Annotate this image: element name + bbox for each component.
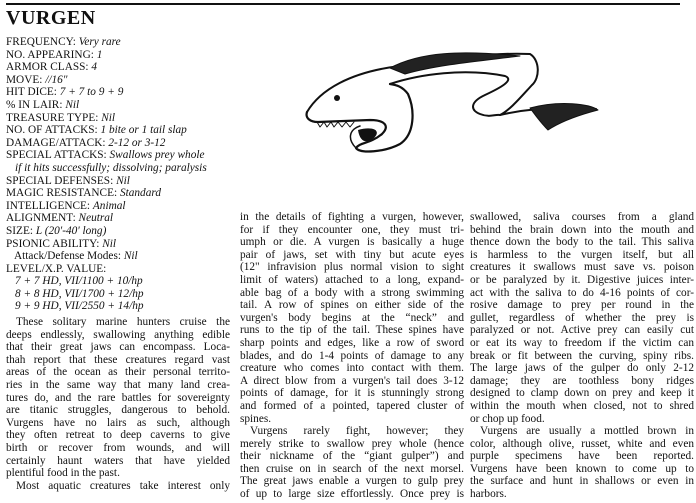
text-line: paralyzed or not. Active prey can easily cut	[470, 324, 694, 337]
text-line: purple specimens have been reported.	[470, 450, 694, 463]
stat-armor-class: ARMOR CLASS: 4	[6, 61, 98, 74]
text-line: thah report that these creatures regard vast	[6, 353, 230, 366]
text-line: and formed of a pointed, tapered cluster of	[240, 399, 464, 412]
text-line: Vurgens are usually a mottled brown in	[480, 425, 694, 438]
eye-icon	[334, 95, 340, 101]
text-column-1	[6, 316, 230, 492]
header-rule	[6, 3, 680, 5]
text-line: able bag of a body with a strong swimming	[240, 286, 464, 299]
text-line: birth or recover from wounds, and will	[6, 441, 230, 454]
stat-alignment: ALIGNMENT: Neutral	[6, 212, 114, 225]
text-line: creatures it swallows must save vs. poison	[470, 261, 694, 274]
text-line: that their great jaws can encompass. Loca-	[6, 341, 230, 354]
text-line: rosive damage to prey per round in the	[470, 299, 694, 312]
text-line: gullet, regardless of whether the prey is	[470, 311, 694, 324]
text-line: These solitary marine hunters cruise the	[16, 316, 230, 328]
page-title: VURGEN	[6, 7, 96, 29]
stat-special-defenses: SPECIAL DEFENSES: Nil	[6, 174, 130, 187]
stat-damage-attack: DAMAGE/ATTACK: 2-12 or 3-12	[6, 136, 166, 149]
text-line: behind the brain down into the mouth and	[470, 223, 694, 236]
text-line: the surface and hunt in shallows or even in	[470, 475, 694, 488]
text-column-3	[470, 211, 694, 501]
text-line: (12" infravision plus normal vision to sight	[240, 261, 464, 274]
text-line: or be paralyzed by it. Digestive juices inter-	[470, 273, 694, 286]
paragraph	[470, 425, 694, 501]
text-line: in the details of fighting a vurgen, however,	[240, 211, 464, 223]
vurgen-illustration	[290, 30, 620, 155]
stat-level-xp: LEVEL/X.P. VALUE:	[6, 262, 107, 275]
paragraph	[470, 211, 694, 425]
text-line: Vurgens rarely fight, however; they	[250, 425, 464, 438]
text-line: sharp points and edges, like a row of sword	[240, 336, 464, 349]
text-column-2	[240, 211, 464, 501]
text-line: deeps endlessly, swallowing anything edible	[6, 328, 230, 341]
text-line: Vurgens have been known to come up to	[470, 462, 694, 475]
text-line: runs to the tip of the tail. These spines have	[240, 324, 464, 337]
stat-block	[6, 36, 236, 313]
stat-level-xp-value: 9 + 9 HD, VII/2550 + 14/hp	[15, 300, 144, 313]
text-line: The great jaws enable a vurgen to gulp prey	[240, 475, 464, 488]
paragraph	[240, 211, 464, 425]
text-line: or eat its way to freedom if the victim can	[470, 336, 694, 349]
text-line: tures do, and the rare battles for sovereignty	[6, 391, 230, 404]
text-line: break or fit between the curving, spiny ribs.	[470, 349, 694, 362]
text-line: merely strike to swallow prey whole (hence	[240, 437, 464, 450]
stat-special-attacks-cont: if it hits successfully; dissolving; paralysis	[15, 161, 207, 174]
stat-treasure-type: TREASURE TYPE: Nil	[6, 111, 116, 124]
text-line: The large jaws of the gulper do only 2-12	[470, 362, 694, 375]
text-line: points of damage, for it is stunningly strong	[240, 387, 464, 400]
text-line: their nickname of the “giant gulper”) and	[240, 450, 464, 463]
text-line: color, although olive, russet, white and even	[470, 437, 694, 450]
text-line: designed to clamp down on prey and keep it	[470, 387, 694, 400]
stat-psionic-ability: PSIONIC ABILITY: Nil	[6, 237, 117, 250]
text-line: Vurgens have no lairs as such, although	[6, 416, 230, 429]
text-line: they often retreat to deep caverns to give	[6, 429, 230, 442]
text-line: damage; they are toothless bony ridges	[470, 374, 694, 387]
text-line: areas of the ocean as their personal territo-	[6, 366, 230, 379]
text-line: pair of jaws, set with tiny but acute eyes	[240, 248, 464, 261]
stat-move: MOVE: //16"	[6, 73, 68, 86]
text-line: then cruise on in search of the next morsel.	[240, 462, 464, 475]
paragraph	[6, 316, 230, 480]
text-line: certainly haunt waters that have yielded	[6, 454, 230, 467]
paragraph	[6, 480, 230, 493]
text-line: Most aquatic creatures take interest only	[16, 479, 230, 492]
stat-intelligence: INTELLIGENCE: Animal	[6, 199, 126, 212]
text-line: A direct blow from a vurgen's tail does 3-12	[240, 374, 464, 387]
text-line: harbors.	[470, 488, 507, 501]
stat-special-attacks: SPECIAL ATTACKS: Swallows prey whole	[6, 149, 205, 162]
text-line: creature who comes into contact with them.	[240, 362, 464, 375]
stat-no-appearing: NO. APPEARING: 1	[6, 48, 103, 61]
stat-frequency: FREQUENCY: Very rare	[6, 36, 121, 48]
text-line: act with the saliva to do 4-16 points of cor-	[470, 286, 694, 299]
paragraph	[240, 425, 464, 501]
text-line: limit of waters) attached to a long, expand-	[240, 273, 464, 286]
text-line: swallowed, saliva courses from a gland	[470, 211, 694, 223]
stat-in-lair: % IN LAIR: Nil	[6, 98, 80, 111]
text-line: are titanic struggles, dangerous to behold.	[6, 404, 230, 417]
stat-size: SIZE: L (20'-40' long)	[6, 224, 107, 237]
stat-hit-dice: HIT DICE: 7 + 7 to 9 + 9	[6, 86, 124, 99]
text-line: umph or die. A vurgen is basically a huge	[240, 236, 464, 249]
text-line: spines.	[240, 412, 272, 425]
stat-attack-defense-modes: Attack/Defense Modes: Nil	[14, 250, 138, 263]
text-line: is harmless to the vurgen itself, but all	[470, 248, 694, 261]
stat-level-xp-value: 8 + 8 HD, VII/1700 + 12/hp	[15, 287, 144, 300]
text-line: or chop up food.	[470, 412, 545, 425]
text-line: for if they encounter one, they must tri-	[240, 223, 464, 236]
stat-magic-resistance: MAGIC RESISTANCE: Standard	[6, 187, 161, 200]
text-line: vurgen's body begins at the “neck” and	[240, 311, 464, 324]
stat-no-of-attacks: NO. OF ATTACKS: 1 bite or 1 tail slap	[6, 124, 187, 137]
text-line: within the mouth when closed, not to shred	[470, 399, 694, 412]
stat-level-xp-value: 7 + 7 HD, VII/1100 + 10/hp	[15, 275, 143, 288]
text-line: thence down the body to the tail. This saliva	[470, 236, 694, 249]
text-line: of up to large size effortlessly. Once prey is	[240, 488, 464, 501]
text-line: tail. A row of spines on either side of the	[240, 299, 464, 312]
text-line: plentiful food in the past.	[6, 467, 120, 480]
text-line: ries in the same way that many land crea-	[6, 378, 230, 391]
text-line: blades, and do 1-4 points of damage to any	[240, 349, 464, 362]
